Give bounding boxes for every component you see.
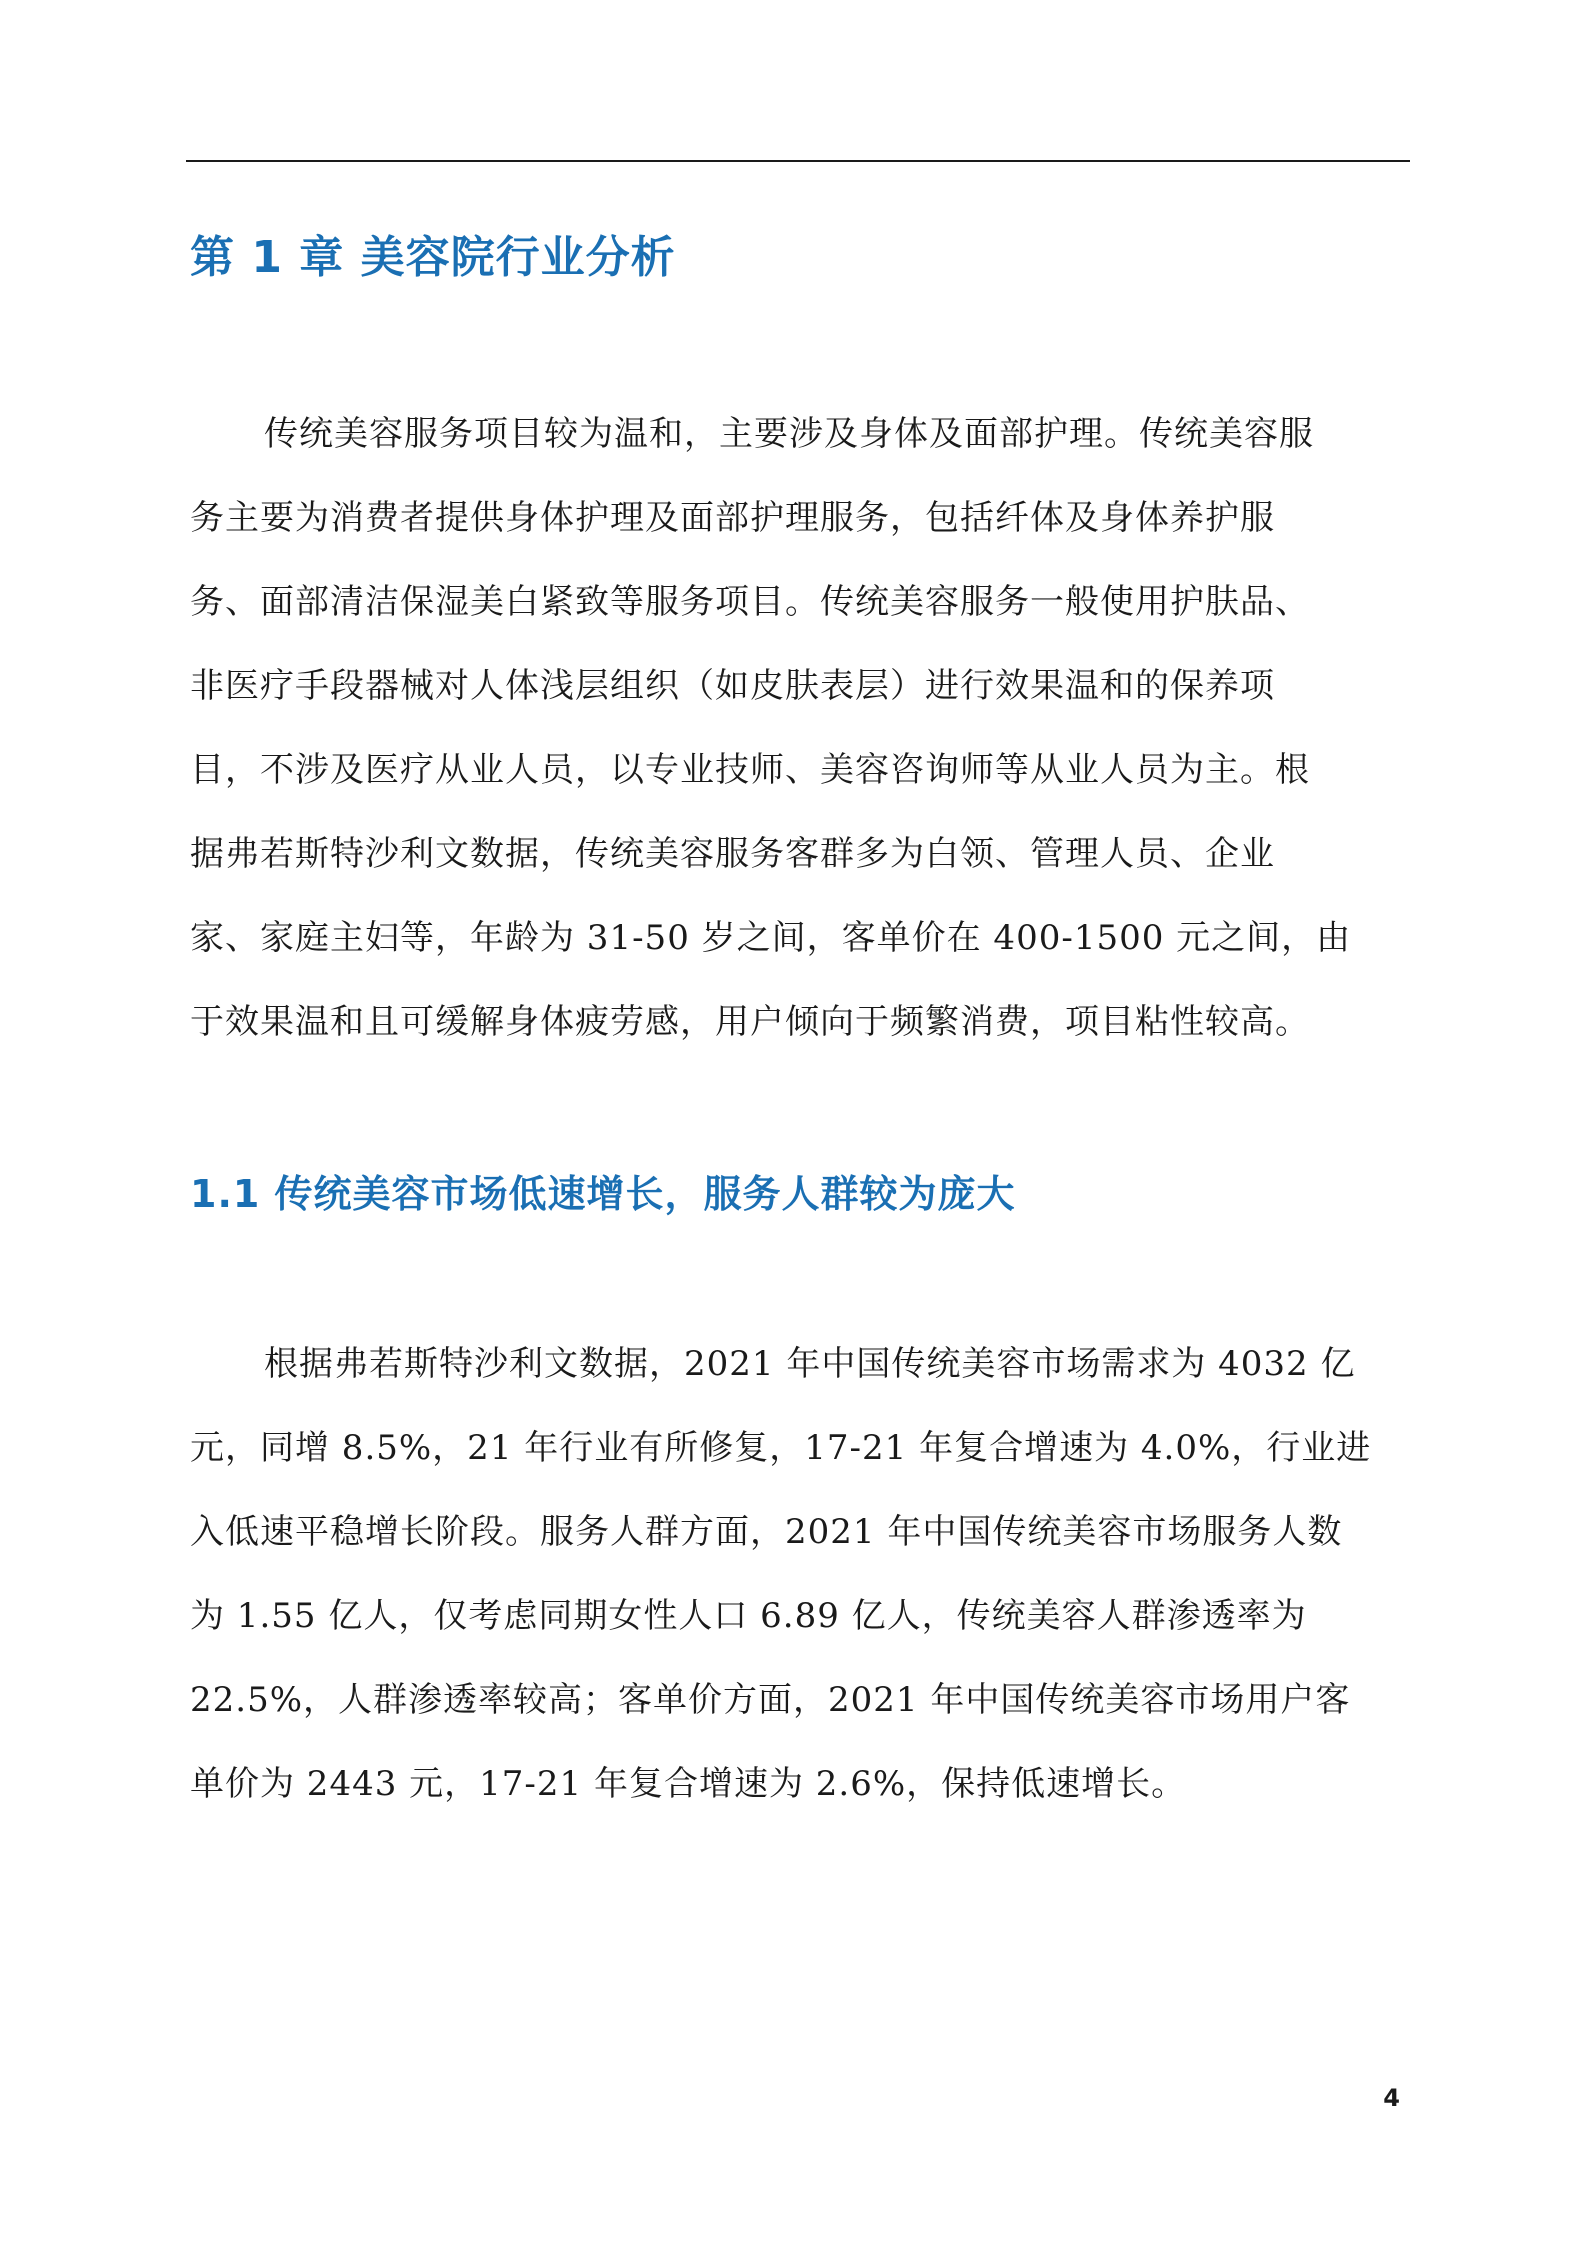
paragraph-line: 传统美容服务项目较为温和，主要涉及身体及面部护理。传统美容服: [264, 414, 1314, 454]
paragraph-line: 据弗若斯特沙利文数据，传统美容服务客群多为白领、管理人员、企业: [190, 834, 1275, 874]
page-number: 4: [1383, 2084, 1400, 2112]
paragraph-line: 单价为 2443 元，17-21 年复合增速为 2.6%，保持低速增长。: [190, 1764, 1187, 1804]
paragraph-line: 为 1.55 亿人，仅考虑同期女性人口 6.89 亿人，传统美容人群渗透率为: [190, 1596, 1307, 1636]
paragraph-line: 于效果温和且可缓解身体疲劳感，用户倾向于频繁消费，项目粘性较高。: [190, 1002, 1310, 1042]
paragraph-line: 22.5%，人群渗透率较高；客单价方面，2021 年中国传统美容市场用户客: [190, 1680, 1351, 1720]
paragraph-line: 务主要为消费者提供身体护理及面部护理服务，包括纤体及身体养护服: [190, 498, 1275, 538]
paragraph-line: 元，同增 8.5%，21 年行业有所修复，17-21 年复合增速为 4.0%，行业进: [190, 1428, 1372, 1468]
paragraph-line: 入低速平稳增长阶段。服务人群方面，2021 年中国传统美容市场服务人数: [190, 1512, 1343, 1552]
chapter-title: 第 1 章 美容院行业分析: [190, 232, 676, 283]
header-rule: [186, 160, 1410, 162]
section-title: 1.1 传统美容市场低速增长，服务人群较为庞大: [190, 1172, 1016, 1216]
paragraph-line: 目，不涉及医疗从业人员，以专业技师、美容咨询师等从业人员为主。根: [190, 750, 1310, 790]
paragraph-line: 根据弗若斯特沙利文数据，2021 年中国传统美容市场需求为 4032 亿: [264, 1344, 1356, 1384]
intro-paragraph: [190, 392, 1410, 1064]
paragraph-line: 家、家庭主妇等，年龄为 31-50 岁之间，客单价在 400-1500 元之间，由: [190, 918, 1352, 958]
paragraph-line: 务、面部清洁保湿美白紧致等服务项目。传统美容服务一般使用护肤品、: [190, 582, 1310, 622]
section-paragraph: [190, 1322, 1410, 1826]
paragraph-line: 非医疗手段器械对人体浅层组织（如皮肤表层）进行效果温和的保养项: [190, 666, 1275, 706]
